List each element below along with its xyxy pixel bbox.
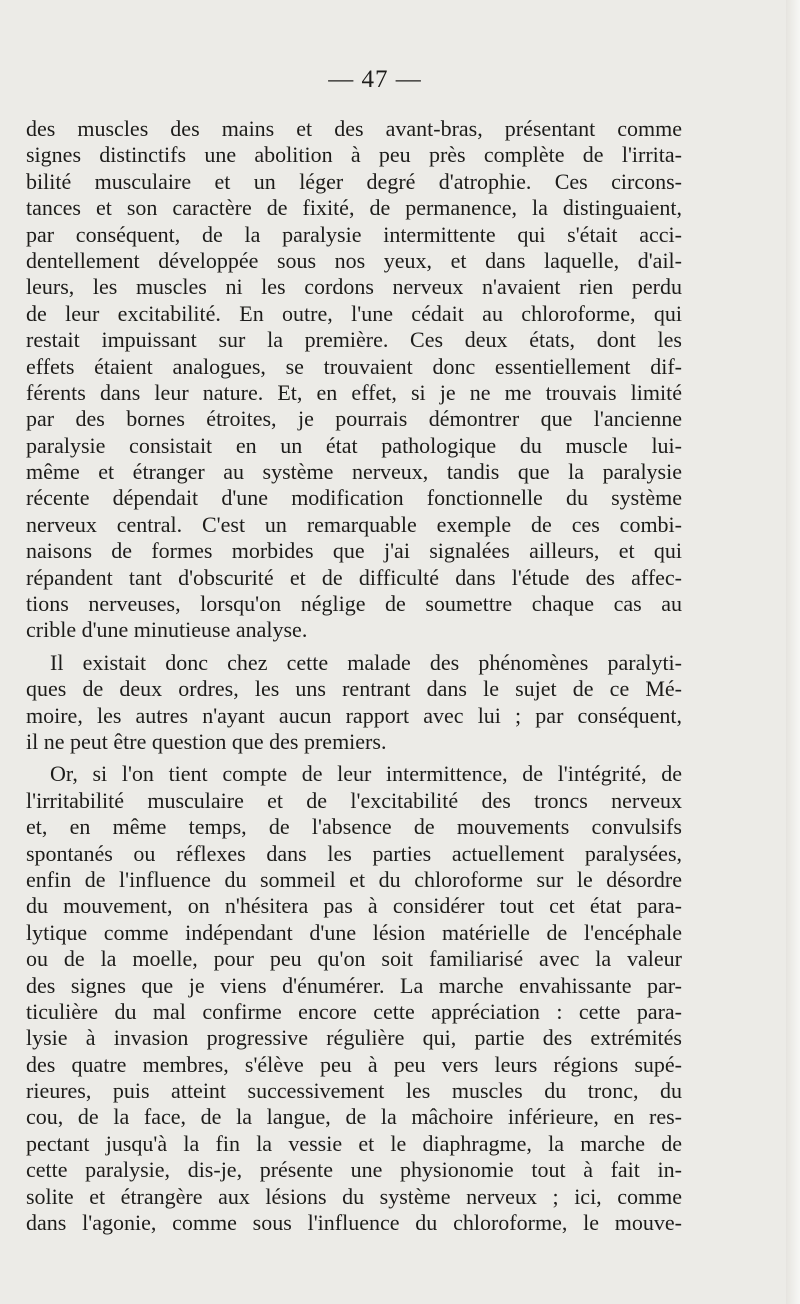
- text-line: rieures, puis atteint successivement les muscles du tronc, du: [26, 1078, 682, 1104]
- text-line: pectant jusqu'à la fin la vessie et le diaphragme, la marche de: [26, 1130, 682, 1156]
- text-line: Or, si l'on tient compte de leur intermittence, de l'intégrité, de: [50, 761, 682, 787]
- text-line: récente dépendait d'une modification fonctionnelle du système: [26, 485, 682, 511]
- text-line: et, en même temps, de l'absence de mouvements convulsifs: [26, 814, 682, 840]
- text-line: dentellement développée sous nos yeux, et dans laquelle, d'ail-: [26, 247, 682, 273]
- text-line: cou, de la face, de la langue, de la mâchoire inférieure, en res-: [26, 1104, 682, 1130]
- text-line: des muscles des mains et des avant-bras, présentant comme: [26, 116, 682, 141]
- text-line: moire, les autres n'ayant aucun rapport avec lui ; par conséquent,: [26, 702, 682, 728]
- text-line: lytique comme indépendant d'une lésion matérielle de l'encéphale: [26, 919, 682, 945]
- text-line: ticulière du mal confirme encore cette appréciation : cette para-: [26, 998, 682, 1024]
- text-line: par des bornes étroites, je pourrais démontrer que l'ancienne: [26, 406, 682, 432]
- text-line: par conséquent, de la paralysie intermittente qui s'était acci-: [26, 221, 682, 247]
- text-line: spontanés ou réflexes dans les parties actuellement paralysées,: [26, 840, 682, 866]
- text-line: naisons de formes morbides que j'ai signalées ailleurs, et qui: [26, 538, 682, 564]
- paragraph-3: [26, 761, 682, 1236]
- text-line: même et étranger au système nerveux, tandis que la paralysie: [26, 459, 682, 485]
- text-line: leurs, les muscles ni les cordons nerveux n'avaient rien perdu: [26, 274, 682, 300]
- text-line: dans l'agonie, comme sous l'influence du chloroforme, le mouve-: [26, 1210, 682, 1236]
- text-line: solite et étrangère aux lésions du système nerveux ; ici, comme: [26, 1183, 682, 1209]
- paragraph-1: [26, 116, 682, 644]
- text-line: des quatre membres, s'élève peu à peu vers leurs régions supé-: [26, 1051, 682, 1077]
- text-line: tions nerveuses, lorsqu'on néglige de soumettre chaque cas au: [26, 591, 682, 617]
- text-line: des signes que je viens d'énumérer. La marche envahissante par-: [26, 972, 682, 998]
- page-number: — 47 —: [328, 66, 422, 93]
- text-line: crible d'une minutieuse analyse.: [26, 617, 308, 643]
- text-line: lysie à invasion progressive régulière qui, partie des extrémités: [26, 1025, 682, 1051]
- text-line: répandent tant d'obscurité et de difficulté dans l'étude des affec-: [26, 564, 682, 590]
- text-line: nerveux central. C'est un remarquable exemple de ces combi-: [26, 511, 682, 537]
- text-line: ou de la moelle, pour peu qu'on soit familiarisé avec la valeur: [26, 946, 682, 972]
- text-line: signes distinctifs une abolition à peu près complète de l'irrita-: [26, 142, 682, 168]
- text-line: il ne peut être question que des premiers.: [26, 728, 387, 754]
- text-line: tances et son caractère de fixité, de permanence, la distinguaient,: [26, 195, 682, 221]
- text-line: de leur excitabilité. En outre, l'une cédait au chloroforme, qui: [26, 300, 682, 326]
- text-line: Il existait donc chez cette malade des phénomènes paralyti-: [50, 649, 682, 675]
- text-line: restait impuissant sur la première. Ces deux états, dont les: [26, 327, 682, 353]
- text-line: du mouvement, on n'hésitera pas à considérer tout cet état para-: [26, 893, 682, 919]
- text-line: férents dans leur nature. Et, en effet, si je ne me trouvais limité: [26, 379, 682, 405]
- scan-edge: [786, 0, 800, 1304]
- text-line: enfin de l'influence du sommeil et du chloroforme sur le désordre: [26, 866, 682, 892]
- text-line: paralysie consistait en un état pathologique du muscle lui-: [26, 432, 682, 458]
- body-text: [26, 116, 682, 1236]
- text-line: effets étaient analogues, se trouvaient donc essentiellement dif-: [26, 353, 682, 379]
- text-line: l'irritabilité musculaire et de l'excitabilité des troncs nerveux: [26, 787, 682, 813]
- text-line: bilité musculaire et un léger degré d'atrophie. Ces circons-: [26, 168, 682, 194]
- paragraph-2: [26, 650, 682, 756]
- text-line: ques de deux ordres, les uns rentrant dans le sujet de ce Mé-: [26, 676, 682, 702]
- text-line: cette paralysie, dis-je, présente une physionomie tout à fait in-: [26, 1157, 682, 1183]
